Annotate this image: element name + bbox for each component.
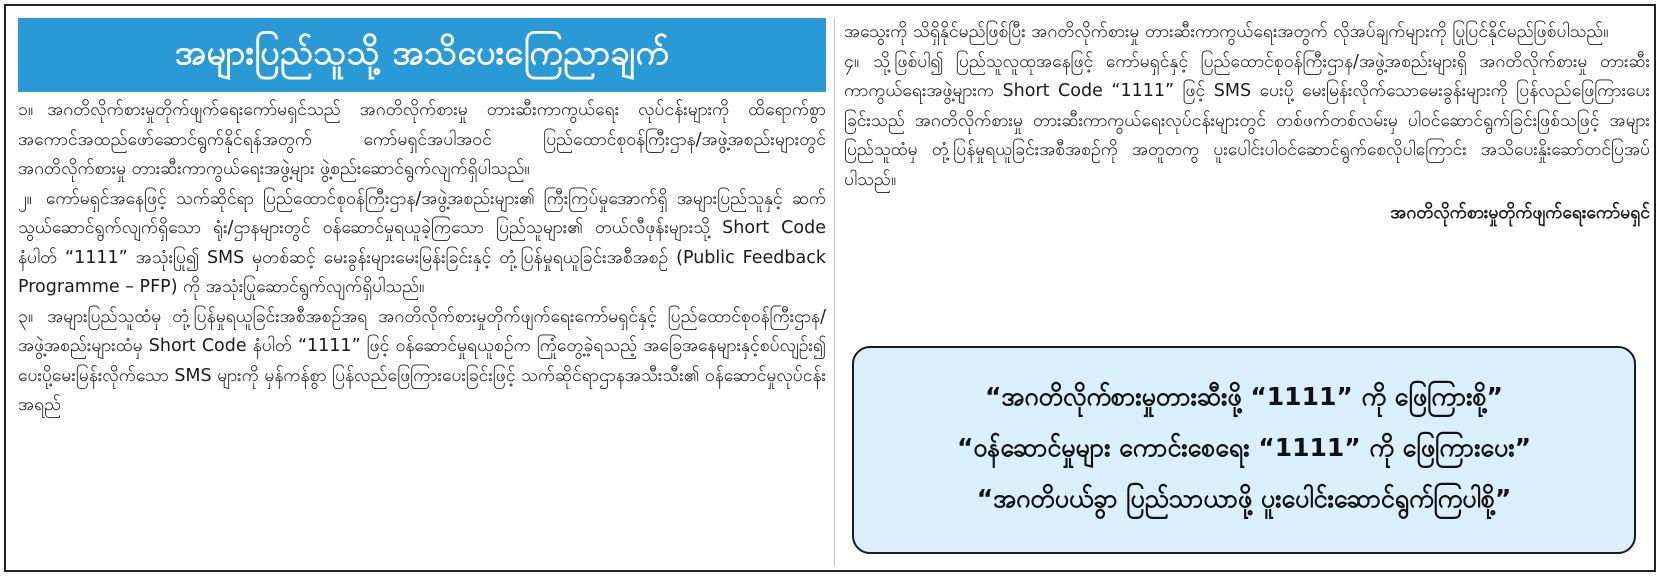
slogan-3: “အဂတိပယ်ခွာ ပြည်သာယာဖို့ ပူးပေါင်းဆောင်ရွက်ကြပါစို့” [976,483,1512,513]
announcement-title: အများပြည်သူသို့ အသိပေးကြေညာချက် [18,18,826,92]
right-column [844,18,1650,566]
paragraph-text: အများပြည်သူထံမှ တုံ့ပြန်မှုရယူခြင်းအစီအစဉ်အရ အဂတိလိုက်စားမှုတိုက်ဖျက်ရေးကော်မရှင်နှင့် ပြည်ထောင်စုဝန်ကြီးဌာန/ အဖွဲ့အစည်းများထံမှ Short Code နံပါတ် “1111” ဖြင့် ဝန်ဆောင်မှုရယူစဉ်က ကြုံတွေ့ခဲ့ရသည့် အခြေအနေများနှင့်စပ်လျဉ်း၍ ပေးပို့မေးမြန်းလိုက်သော SMS များကို မှန်ကန်စွာ ပြန်လည်ဖြေကြားပေးခြင်းဖြင့် သက်ဆိုင်ရာဌာနအသီးသီး၏ ဝန်ဆောင်မှုလုပ်ငန်းအရည် [18,306,826,415]
slogan-box [852,346,1636,554]
paragraph-3 [18,303,826,421]
column-divider [834,18,835,566]
left-column [18,18,826,566]
paragraph-1 [18,96,826,185]
paragraph-3-continuation: အသွေးကို သိရှိနိုင်မည်ဖြစ်ပြီး အဂတိလိုက်စားမှု တားဆီးကာကွယ်ရေးအတွက် လိုအပ်ချက်များကို ပြုပြင်နိုင်မည်ဖြစ်ပါသည်။ [844,22,1609,42]
paragraph-2 [18,185,826,303]
slogan-2: “ဝန်ဆောင်မှုများ ကောင်းစေရေး “1111” ကို ဖြေကြားပေး” [956,432,1532,462]
paragraph-4 [844,48,1650,196]
issuer-signature: အဂတိလိုက်စားမှုတိုက်ဖျက်ရေးကော်မရှင် [1390,203,1650,223]
paragraph-text: သို့ဖြစ်ပါ၍ ပြည်သူလူထုအနေဖြင့် ကော်မရှင်နှင့် ပြည်ထောင်စုဝန်ကြီးဌာန/အဖွဲ့အစည်းများရှိ အဂတိလိုက်စားမှု တားဆီးကာကွယ်ရေးအဖွဲ့များက Short Code “1111” ဖြင့် SMS ပေးပို့ မေးမြန်းလိုက်သောမေးခွန်းများကို ပြန်လည်ဖြေကြားပေးခြင်းသည် အဂတိလိုက်စားမှု တားဆီးကာကွယ်ရေးလုပ်ငန်းများတွင် တစ်ဖက်တစ်လမ်းမှ ပါဝင်ဆောင်ရွက်ခြင်းဖြစ်သဖြင့် အများပြည်သူထံမှ တုံ့ပြန်မှုရယူခြင်းအစီအစဉ်ကို အတူတကွ ပူးပေါင်းပါဝင်ဆောင်ရွက်စေလိုပါကြောင်း အသိပေးနှိုးဆော်တင်ပြအပ်ပါသည်။ [844,51,1650,190]
paragraph-number: ၁။ [18,100,34,120]
paragraph-number: ၄။ [844,51,860,72]
announcement-frame [4,4,1656,572]
paragraph-text: ကော်မရှင်အနေဖြင့် သက်ဆိုင်ရာ ပြည်ထောင်စုဝန်ကြီးဌာန/အဖွဲ့အစည်းများ၏ ကြီးကြပ်မှုအောက်ရှိ အများပြည်သူနှင့် ဆက်သွယ်ဆောင်ရွက်လျက်ရှိသော ရုံး/ဌာနများတွင် ဝန်ဆောင်မှုရယူခဲ့ကြသော ပြည်သူများ၏ တယ်လီဖုန်းများသို့ Short Code နံပါတ် “1111” အသုံးပြု၍ SMS မှတစ်ဆင့် မေးခွန်းများမေးမြန်းခြင်းနှင့် တုံ့ပြန်မှုရယူခြင်းအစီအစဉ် (Public Feedback Programme – PFP) ကို အသုံးပြုဆောင်ရွက်လျက်ရှိပါသည်။ [18,188,826,297]
paragraph-number: ၃။ [18,306,34,327]
paragraph-text: အဂတိလိုက်စားမှုတိုက်ဖျက်ရေးကော်မရှင်သည် အဂတိလိုက်စားမှု တားဆီးကာကွယ်ရေး လုပ်ငန်းများကို ထိရောက်စွာ အကောင်အထည်ဖော်ဆောင်ရွက်နိုင်ရန်အတွက် ကော်မရှင်အပါအဝင် ပြည်ထောင်စုဝန်ကြီးဌာန/အဖွဲ့အစည်းများတွင် အဂတိလိုက်စားမှု တားဆီးကာကွယ်ရေးအဖွဲ့များ ဖွဲ့စည်းဆောင်ရွက်လျက်ရှိပါသည်။ [18,100,826,179]
slogan-1: “အဂတိလိုက်စားမှုတားဆီးဖို့ “1111” ကို ဖြေကြားစို့” [985,381,1503,411]
paragraph-number: ၂။ [18,188,32,209]
